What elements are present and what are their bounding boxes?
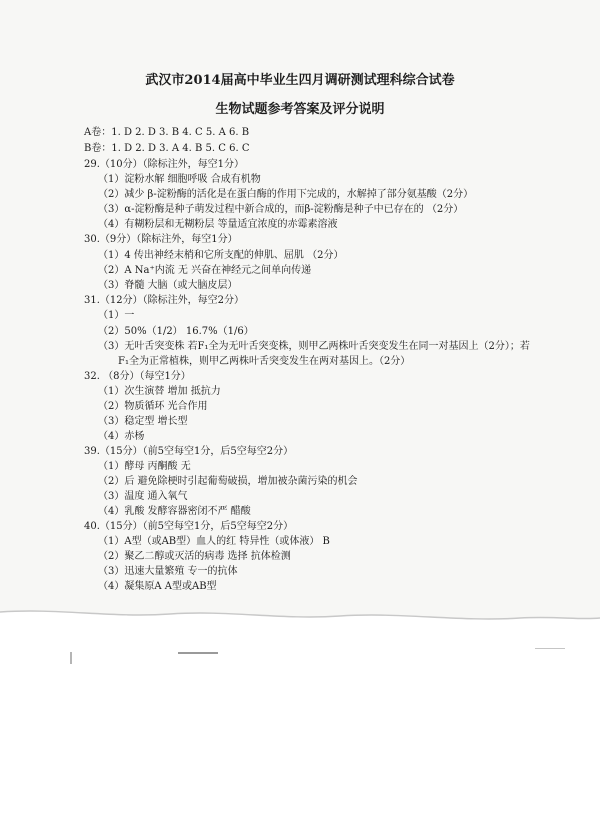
answer-line: （2）后 避免除梗时引起葡萄破损，增加被杂菌污染的机会 [98, 476, 358, 487]
document-title: 武汉市2014届高中毕业生四月调研测试理科综合试卷 [145, 73, 455, 88]
answer-line: （2）50%（1/2） 16.7%（1/6） [98, 326, 254, 337]
answer-line: （2）物质循环 光合作用 [98, 401, 208, 412]
answer-line: （1）酵母 丙酮酸 无 [98, 461, 191, 472]
answer-line: B卷：1. D 2. D 3. A 4. B 5. C 6. C [84, 143, 250, 154]
answer-line: （1）一 [98, 310, 135, 321]
answer-line: （1）淀粉水解 细胞呼吸 合成有机物 [98, 174, 261, 185]
answer-line: 29.（10分）（除标注外，每空1分） [84, 159, 244, 170]
scan-mark [535, 648, 565, 649]
answer-line: A卷：1. D 2. D 3. B 4. C 5. A 6. B [84, 127, 250, 138]
answer-line: （2）减少 β-淀粉酶的活化是在蛋白酶的作用下完成的，水解掉了部分氨基酸（2分） [98, 189, 474, 200]
answer-line: F₁全为正常植株，则甲乙两株叶舌突变发生在两对基因上。（2分） [118, 356, 411, 367]
answer-line: （1）次生演替 增加 抵抗力 [98, 386, 221, 397]
answer-line: 39.（15分）（前5空每空1分，后5空每空2分） [84, 446, 294, 457]
answer-line: （3）脊髓 大脑（或大脑皮层） [98, 280, 238, 291]
document-subtitle: 生物试题参考答案及评分说明 [215, 102, 385, 117]
blank-margin [0, 640, 600, 824]
answer-line: （1）A型（或AB型）血人的红 特异性（或体液） B [98, 536, 330, 547]
answer-line: （4）赤杨 [98, 431, 145, 442]
answer-line: （3）迅速大量繁殖 专一的抗体 [98, 566, 238, 577]
answer-line: 32. （8分）（每空1分） [84, 371, 191, 382]
answer-line: 31.（12分）（除标注外，每空2分） [84, 295, 244, 306]
answer-line: （4）乳酸 发酵容器密闭不严 醋酸 [98, 506, 251, 517]
scan-mark [70, 652, 72, 664]
scan-mark [178, 652, 218, 654]
answer-line: （4）有糊粉层和无糊粉层 等量适宜浓度的赤霉素溶液 [98, 219, 338, 230]
answer-line: （3）无叶舌突变株 若F₁全为无叶舌突变株，则甲乙两株叶舌突变发生在同一对基因上（2分）；若 [98, 341, 530, 352]
answer-line: （3）α-淀粉酶是种子萌发过程中新合成的，而β-淀粉酶是种子中已存在的 （2分） [98, 204, 464, 215]
answer-line: （2）聚乙二醇或灭活的病毒 选择 抗体检测 [98, 551, 291, 562]
answer-line: （3）稳定型 增长型 [98, 416, 188, 427]
answer-line: （4）凝集原A A型或AB型 [98, 581, 217, 592]
answer-line: （2）A Na⁺内流 无 兴奋在神经元之间单向传递 [98, 265, 312, 276]
answer-line: 40.（15分）（前5空每空1分，后5空每空2分） [84, 521, 294, 532]
answer-line: （1）4 传出神经末梢和它所支配的伸肌、屈肌 （2分） [98, 250, 344, 261]
answer-line: 30.（9分）（除标注外，每空1分） [84, 234, 238, 245]
answer-line: （3）温度 通入氧气 [98, 491, 188, 502]
torn-edge [0, 604, 600, 644]
